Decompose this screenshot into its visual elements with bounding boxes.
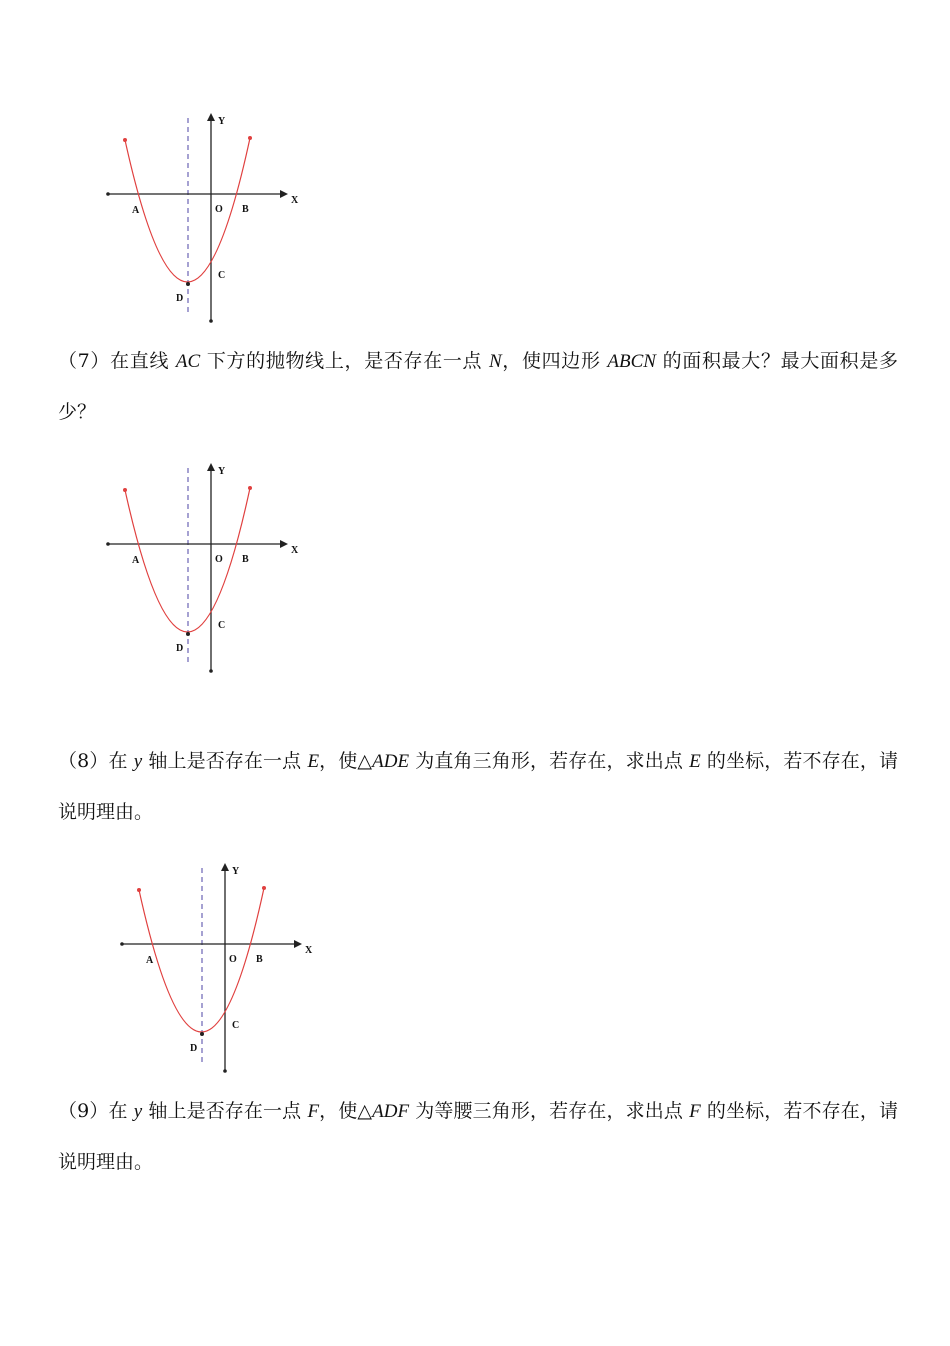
question-segment: 的坐标，若不存在，请说明理由。: [58, 750, 898, 823]
question-8: [58, 736, 898, 837]
x-axis-arrow: [280, 540, 288, 548]
question-segment: ，使△: [319, 750, 373, 772]
x-axis-arrow: [294, 940, 302, 948]
label-b: B: [242, 204, 249, 215]
math-segment: N: [488, 351, 502, 372]
question-segment: 下方的抛物线上，是否存在一点: [200, 350, 489, 372]
math-segment: ADE: [372, 751, 410, 772]
label-b: B: [256, 954, 263, 965]
parabola-diagram: [0, 450, 330, 680]
parabola-figure-1: [0, 100, 330, 330]
question-segment: ，使四边形: [501, 350, 608, 372]
label-y: Y: [218, 116, 226, 127]
question-segment: 轴上是否存在一点: [142, 1100, 308, 1122]
parabola-right-end: [248, 486, 252, 490]
question-segment: 为等腰三角形，若存在，求出点: [409, 1100, 690, 1122]
math-segment: F: [307, 1101, 320, 1122]
y-axis-end-dot: [209, 319, 213, 323]
label-y: Y: [232, 866, 240, 877]
y-axis-arrow: [207, 113, 215, 121]
label-b: B: [242, 554, 249, 565]
question-text: [58, 1086, 898, 1187]
math-segment: ADF: [372, 1101, 410, 1122]
math-segment: ABCN: [607, 351, 656, 372]
question-9: [58, 1086, 898, 1187]
y-axis-arrow: [207, 463, 215, 471]
parabola-figure-3: [14, 850, 344, 1080]
vertex-point-d: [186, 282, 190, 286]
math-segment: E: [689, 751, 701, 772]
x-axis-arrow: [280, 190, 288, 198]
x-axis-start-dot: [120, 942, 124, 946]
label-d: D: [190, 1043, 198, 1054]
math-segment: y: [133, 751, 143, 772]
parabola-diagram: [0, 100, 330, 330]
label-x: X: [291, 195, 299, 206]
question-number: （8）: [58, 750, 109, 772]
parabola-figure-2: [0, 450, 330, 680]
vertex-point-d: [200, 1032, 204, 1036]
math-segment: F: [689, 1101, 701, 1122]
x-axis-start-dot: [106, 542, 110, 546]
label-a: A: [146, 955, 154, 966]
label-c: C: [232, 1020, 240, 1031]
question-segment: 在直线: [110, 350, 176, 372]
question-text: [58, 736, 898, 837]
math-segment: y: [133, 1101, 143, 1122]
label-c: C: [218, 620, 226, 631]
question-segment: 的坐标，若不存在，请说明理由。: [58, 1100, 898, 1173]
question-segment: 在: [108, 750, 134, 772]
label-o: O: [215, 204, 223, 215]
label-x: X: [291, 545, 299, 556]
label-y: Y: [218, 466, 226, 477]
label-c: C: [218, 270, 226, 281]
math-segment: E: [307, 751, 320, 772]
question-7: [58, 336, 898, 437]
parabola-diagram: [14, 850, 344, 1080]
question-number: （9）: [58, 1100, 109, 1122]
parabola-left-end: [123, 138, 127, 142]
parabola-right-end: [248, 136, 252, 140]
parabola-left-end: [137, 888, 141, 892]
vertex-point-d: [186, 632, 190, 636]
question-segment: 轴上是否存在一点: [142, 750, 308, 772]
label-d: D: [176, 643, 184, 654]
y-axis-arrow: [221, 863, 229, 871]
question-segment: 的面积最大？最大面积是多少？: [58, 350, 899, 423]
y-axis-end-dot: [209, 669, 213, 673]
label-o: O: [215, 554, 223, 565]
label-d: D: [176, 293, 184, 304]
parabola-right-end: [262, 886, 266, 890]
math-segment: AC: [175, 351, 201, 372]
label-a: A: [132, 205, 140, 216]
question-segment: 在: [108, 1100, 134, 1122]
x-axis-start-dot: [106, 192, 110, 196]
question-segment: 为直角三角形，若存在，求出点: [409, 750, 690, 772]
parabola-left-end: [123, 488, 127, 492]
label-a: A: [132, 555, 140, 566]
question-text: [58, 336, 898, 437]
label-x: X: [305, 945, 313, 956]
label-o: O: [229, 954, 237, 965]
question-number: （7）: [58, 350, 111, 372]
question-segment: ，使△: [319, 1100, 373, 1122]
y-axis-end-dot: [223, 1069, 227, 1073]
